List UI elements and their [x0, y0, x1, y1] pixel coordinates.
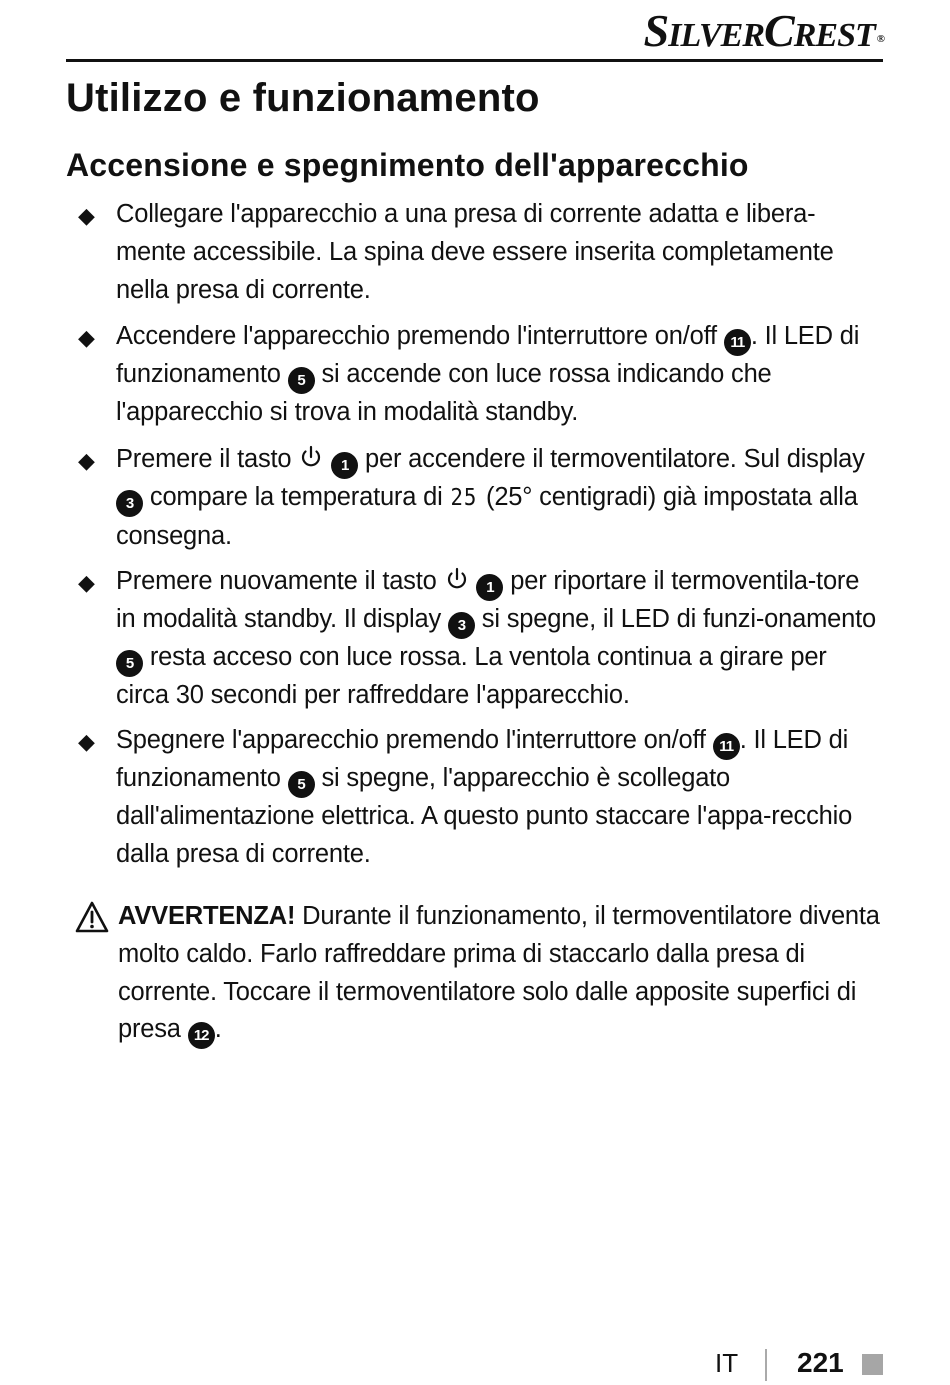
- warning-label: AVVERTENZA!: [118, 902, 296, 930]
- power-button-icon: [444, 566, 470, 592]
- bullet-text-segment: si spegne, il LED di funzi-onamento: [481, 605, 876, 633]
- registered-mark: ®: [876, 33, 884, 45]
- warning-text-segment: Durante il funzionamento, il termoventilatore diventa molto caldo. Farlo raffreddare prima di staccarlo dalla presa di corrente. Toccare il termoventilatore solo dalle apposite superfici di presa: [118, 902, 880, 1044]
- list-item: [66, 441, 883, 556]
- bullet-text: Collegare l'apparecchio a una presa di corrente adatta e libera-mente accessibile. La spina deve essere inserita completamente nella presa di corrente.: [116, 200, 834, 304]
- page-number: 221: [797, 1347, 844, 1378]
- reference-number-5: 5: [288, 367, 315, 394]
- bullet-text-segment: per accendere il termoventilatore. Sul display: [365, 445, 865, 473]
- list-item: [66, 318, 883, 432]
- footer-divider: [765, 1349, 767, 1381]
- diamond-bullet-icon: ◆: [78, 325, 95, 350]
- bullet-text-segment: Accendere l'apparecchio premendo l'interruttore on/off: [116, 322, 717, 350]
- bullet-text-segment: . Il LED di funzionamento: [116, 726, 849, 792]
- list-item: [66, 563, 883, 715]
- power-button-icon: [298, 444, 324, 470]
- bullet-text-segment: resta acceso con luce rossa. La ventola continua a girare per circa 30 secondi per raffreddare l'apparecchio.: [116, 643, 827, 709]
- bullet-text-segment: Premere nuovamente il tasto: [116, 567, 437, 595]
- list-item: [66, 196, 883, 309]
- bullet-text-segment: si spegne, l'apparecchio è scollegato dall'alimentazione elettrica. A questo punto staccare l'appa-recchio dalla presa di corrente.: [116, 764, 853, 868]
- bullet-text-segment: compare la temperatura di: [149, 483, 443, 511]
- bullet-text-segment: (25° centigradi) già impostata alla consegna.: [116, 483, 858, 550]
- bullet-text-segment: . Il LED di funzionamento: [116, 322, 860, 388]
- warning-text: [118, 898, 883, 1049]
- section-title: Accensione e spegnimento dell'apparecchio: [66, 147, 749, 183]
- bullet-text-segment: si accende con luce rossa indicando che l'apparecchio si trova in modalità standby.: [116, 360, 772, 426]
- diamond-bullet-icon: ◆: [78, 570, 95, 595]
- warning-block: [66, 898, 883, 1049]
- reference-number-5: 5: [116, 650, 143, 677]
- reference-number-11: 11: [724, 329, 751, 356]
- language-code: IT: [715, 1348, 739, 1378]
- diamond-bullet-icon: ◆: [78, 203, 95, 228]
- page-footer: [0, 1345, 950, 1385]
- reference-number-3: 3: [116, 490, 143, 517]
- diamond-bullet-icon: ◆: [78, 448, 95, 473]
- warning-text-segment: .: [214, 1015, 222, 1044]
- bullet-text: [116, 441, 883, 556]
- reference-number-1: 1: [476, 574, 503, 601]
- bullet-text: [116, 318, 883, 432]
- list-item: [66, 722, 883, 874]
- bullet-text-segment: Premere il tasto: [116, 445, 292, 473]
- page-title: Utilizzo e funzionamento: [66, 76, 540, 120]
- diamond-bullet-icon: ◆: [78, 729, 95, 754]
- bullet-text-segment: per riportare il termoventila-tore in modalità standby. Il display: [116, 567, 860, 633]
- brand-logo: SILVERCREST ®: [643, 5, 884, 56]
- footer-square-marker: [862, 1354, 883, 1375]
- warning-triangle-icon: [74, 900, 110, 934]
- bullet-text: [116, 563, 883, 715]
- bullet-text: [116, 722, 883, 874]
- bullet-text-segment: Spegnere l'apparecchio premendo l'interruttore on/off: [116, 726, 706, 754]
- display-value: 25: [450, 485, 478, 511]
- header-rule: [66, 59, 883, 62]
- reference-number-11: 11: [713, 733, 740, 760]
- reference-number-5: 5: [288, 771, 315, 798]
- reference-number-12: 12: [188, 1022, 215, 1049]
- reference-number-1: 1: [331, 452, 358, 479]
- reference-number-3: 3: [448, 612, 475, 639]
